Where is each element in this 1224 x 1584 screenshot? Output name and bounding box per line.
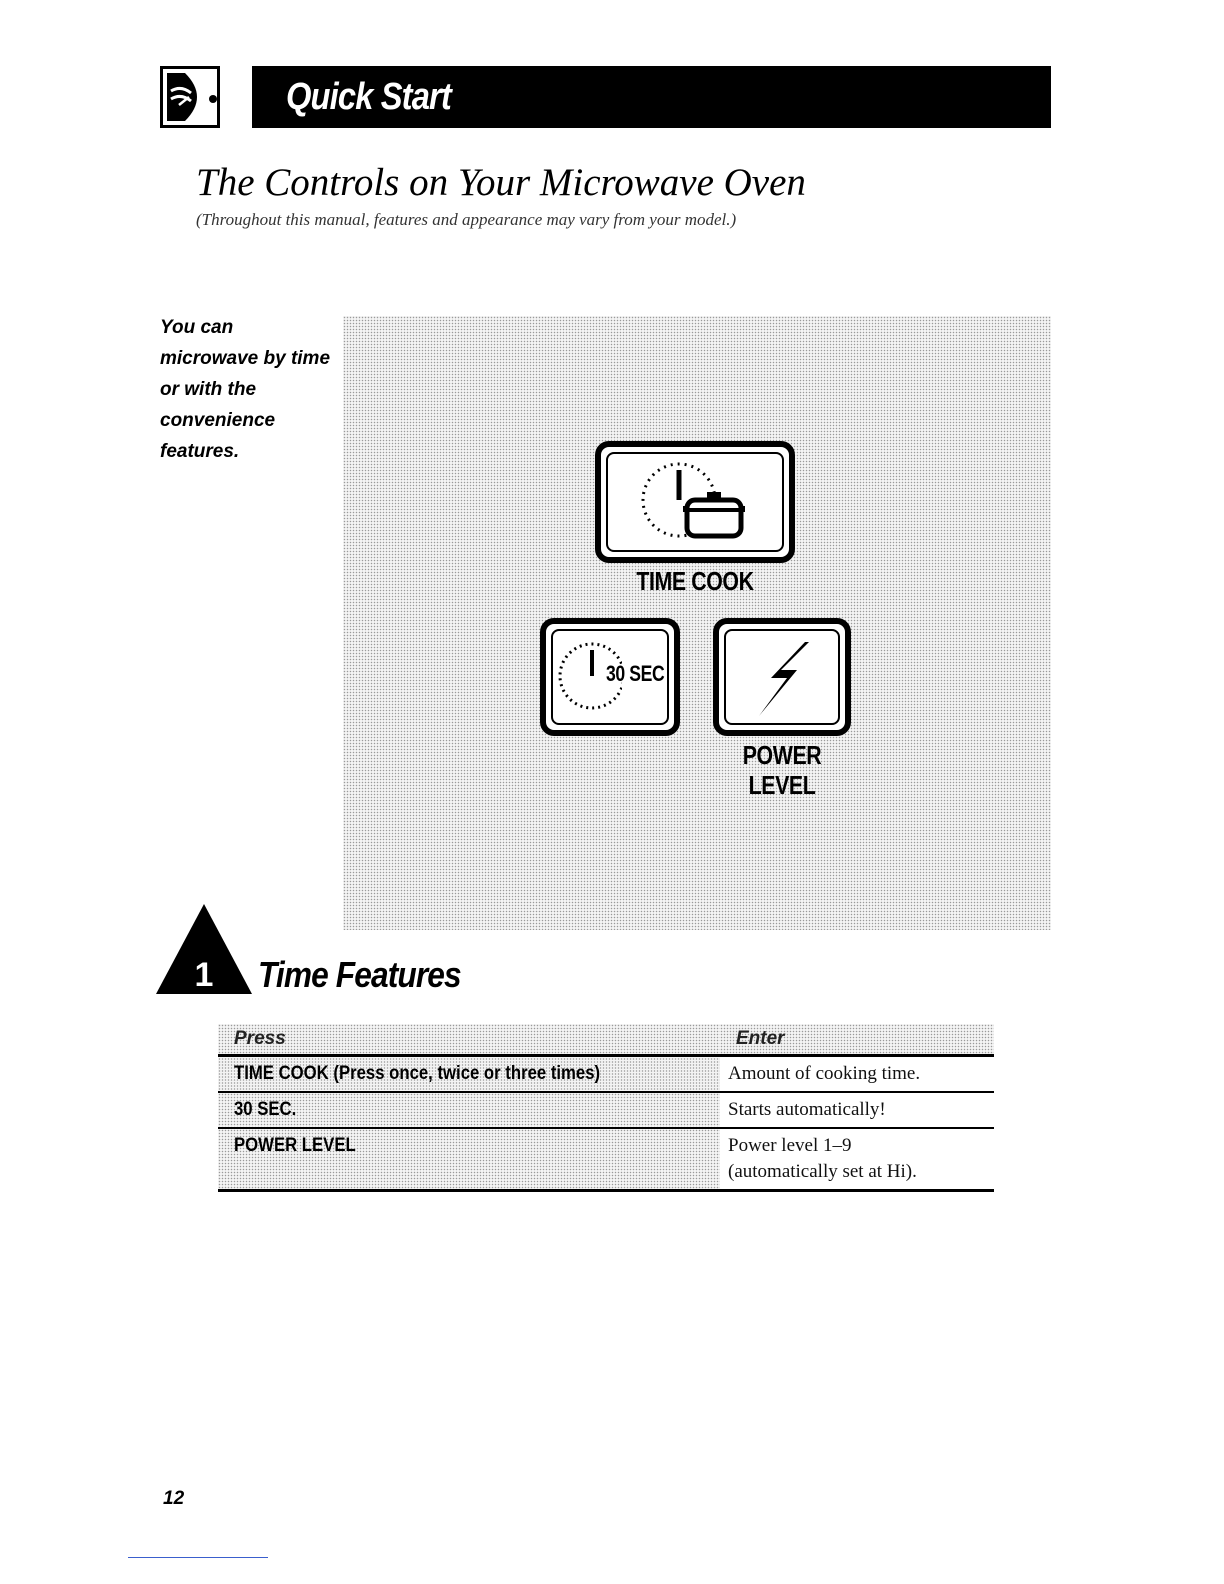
footer-rule [128,1557,268,1558]
table-header-row [218,1024,994,1056]
section-marker-triangle [156,904,256,994]
table-row [218,1092,994,1128]
section-icon-box [160,66,220,128]
enter-cell: Amount of cooking time. [720,1056,994,1093]
enter-cell: Power level 1–9 (automatically set at Hi). [720,1128,994,1191]
page-subtitle: (Throughout this manual, features and appearance may vary from your model.) [196,210,737,229]
control-panel-illustration [343,316,1051,930]
power-level-label-line1: POWER [742,740,822,770]
section-header-bar [252,66,1051,128]
section-title: Time Features [258,954,461,995]
time-features-table [218,1024,994,1192]
power-level-key[interactable] [713,618,851,736]
power-level-label-line2: LEVEL [748,770,816,800]
section-marker-number: 1 [194,956,214,994]
press-cell: POWER LEVEL [218,1128,720,1191]
press-cell: 30 SEC. [218,1092,720,1128]
section-header-title: Quick Start [286,76,451,118]
press-cell: TIME COOK (Press once, twice or three times) [218,1056,720,1093]
page-number: 12 [163,1488,185,1509]
table-row [218,1128,994,1191]
power-level-label [725,740,838,800]
press-column-header: Press [218,1024,720,1056]
thirty-sec-key-text: 30 SEC [606,661,665,686]
microwave-section-icon [163,69,217,125]
time-cook-label: TIME COOK [636,566,754,596]
table-row [218,1056,994,1093]
time-cook-key[interactable] [595,441,795,563]
side-note: You can microwave by time or with the convenience features. [160,317,331,462]
clock-with-pot-icon [633,454,757,550]
lightning-bolt-icon [731,628,831,724]
page-title: The Controls on Your Microwave Oven [196,161,806,204]
enter-cell: Starts automatically! [720,1092,994,1128]
thirty-sec-key[interactable] [540,618,680,736]
enter-column-header: Enter [720,1024,994,1056]
